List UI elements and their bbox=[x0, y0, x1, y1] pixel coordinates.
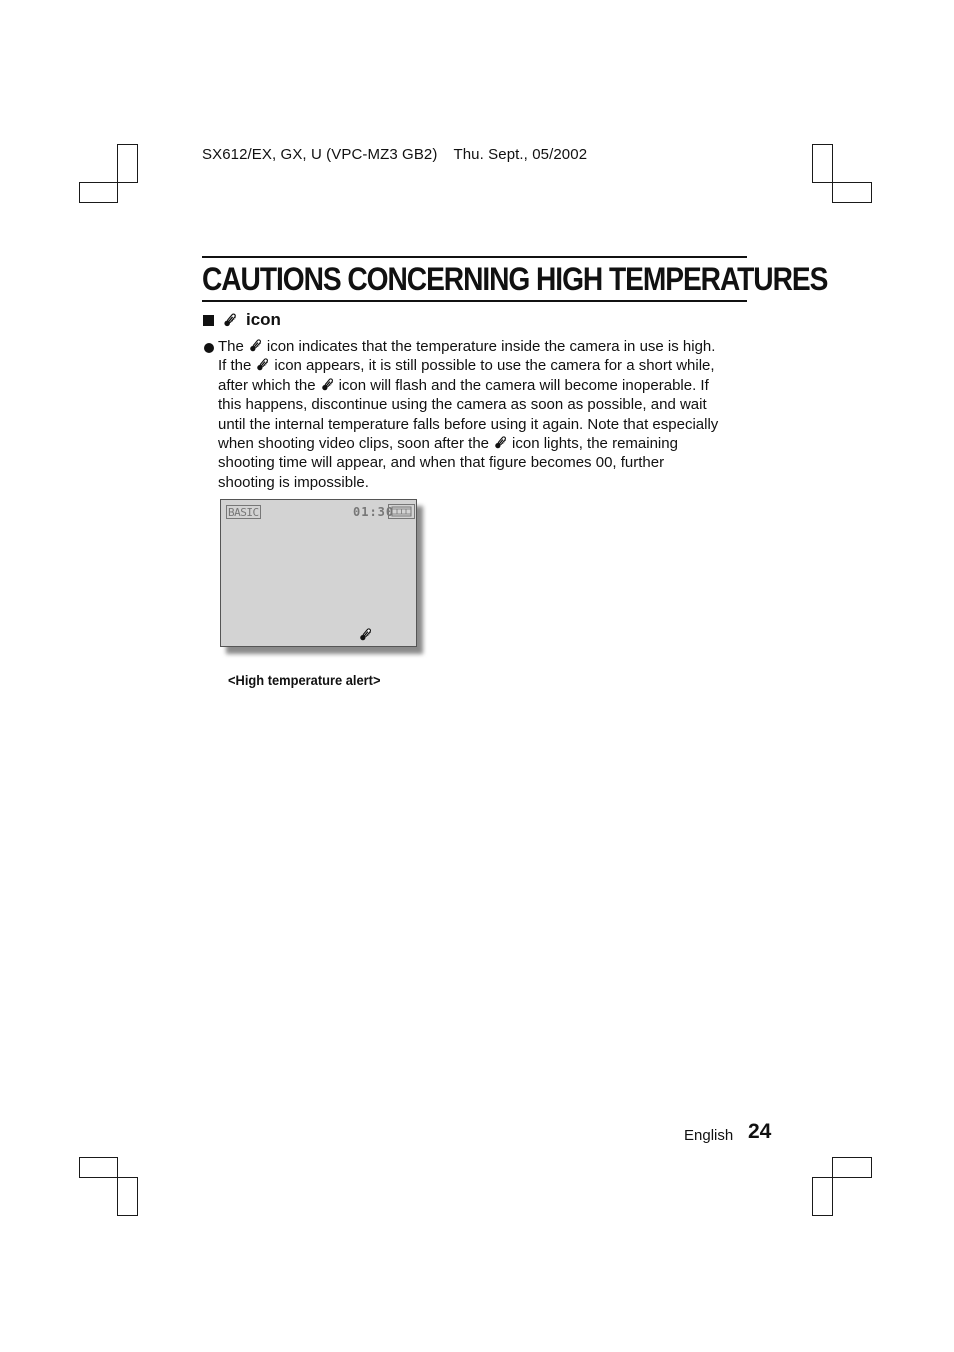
crop-mark-top-right-vertical bbox=[812, 144, 833, 183]
video-mode-icon bbox=[388, 504, 415, 519]
print-date: Thu. Sept., 05/2002 bbox=[453, 146, 588, 163]
body-line: shooting time will appear, and when that figure becomes 00, further bbox=[218, 454, 665, 472]
section-heading-label: icon bbox=[246, 310, 281, 329]
square-bullet-icon bbox=[203, 315, 214, 326]
body-paragraph bbox=[218, 337, 748, 492]
crop-mark-bottom-right-vertical bbox=[812, 1177, 833, 1216]
body-line: until the internal temperature falls before using it again. Note that especially bbox=[218, 415, 719, 433]
document-header bbox=[202, 146, 587, 163]
thermometer-icon bbox=[320, 377, 335, 392]
thermometer-icon bbox=[358, 627, 373, 642]
section-heading bbox=[203, 310, 281, 330]
remaining-time: 01:30 bbox=[353, 505, 395, 519]
language-label: English bbox=[684, 1127, 734, 1144]
body-line: The icon indicates that the temperature inside the camera in use is high. bbox=[218, 338, 716, 355]
thermometer-icon bbox=[222, 312, 238, 328]
bullet-icon bbox=[204, 343, 214, 353]
body-line: this happens, discontinue using the camera as soon as possible, and wait bbox=[218, 396, 707, 414]
title-rule-bottom bbox=[202, 300, 747, 302]
page-title: CAUTIONS CONCERNING HIGH TEMPERATURES bbox=[202, 261, 828, 297]
crop-mark-top-right-horizontal bbox=[832, 182, 872, 203]
crop-mark-bottom-right-horizontal bbox=[832, 1157, 872, 1178]
crop-mark-top-left-vertical bbox=[117, 144, 138, 183]
page-number: 24 bbox=[748, 1120, 772, 1143]
body-line: when shooting video clips, soon after the icon lights, the remaining bbox=[218, 435, 678, 453]
title-rule-top bbox=[202, 256, 747, 258]
body-line: If the icon appears, it is still possible to use the camera for a short while, bbox=[218, 357, 715, 375]
crop-mark-bottom-left-vertical bbox=[117, 1177, 138, 1216]
body-line: shooting is impossible. bbox=[218, 473, 369, 491]
body-line: after which the icon will flash and the camera will become inoperable. If bbox=[218, 376, 709, 394]
crop-mark-bottom-left-horizontal bbox=[79, 1157, 118, 1178]
crop-mark-top-left-horizontal bbox=[79, 182, 118, 203]
camera-screen-illustration bbox=[220, 499, 417, 647]
figure-caption: <High temperature alert> bbox=[228, 672, 381, 688]
model-code: SX612/EX, GX, U (VPC-MZ3 GB2) bbox=[202, 146, 438, 163]
thermometer-icon bbox=[248, 338, 263, 353]
thermometer-icon bbox=[493, 435, 508, 450]
quality-indicator: BASIC bbox=[228, 506, 259, 519]
thermometer-icon bbox=[255, 357, 270, 372]
